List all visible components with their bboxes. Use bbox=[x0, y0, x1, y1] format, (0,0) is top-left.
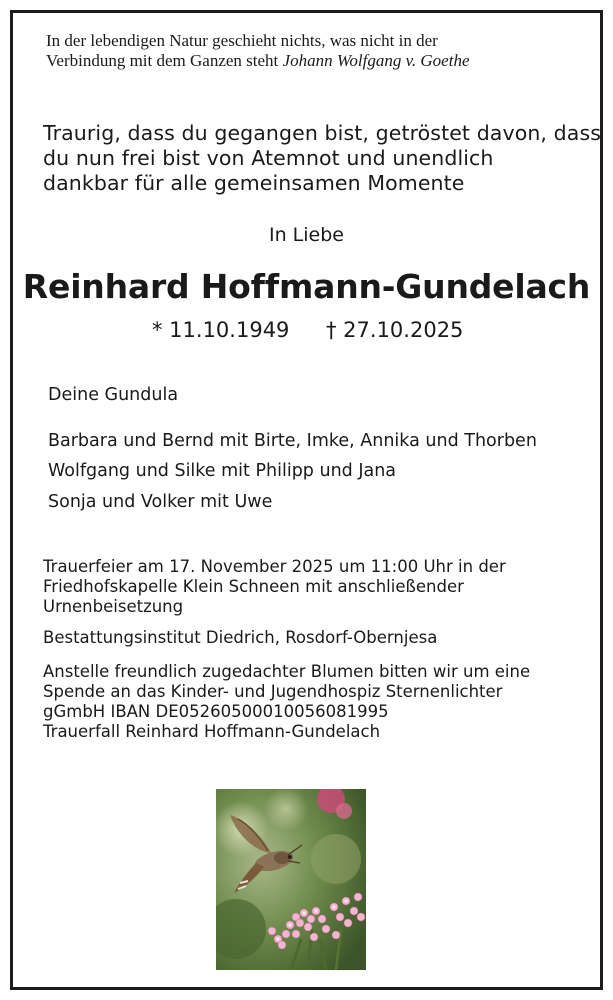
undertaker-line: Bestattungsinstitut Diedrich, Rosdorf-Obernjesa bbox=[43, 628, 438, 647]
funeral-line-1: Trauerfeier am 17. November 2025 um 11:00 Uhr in der bbox=[43, 557, 506, 576]
intro-line-2: du nun frei bist von Atemnot und unendlich bbox=[43, 146, 494, 170]
moth-flower-photo bbox=[216, 789, 366, 970]
quote-line-2 bbox=[46, 51, 470, 71]
funeral-line-3: Urnenbeisetzung bbox=[43, 597, 184, 616]
funeral-line-2: Friedhofskapelle Klein Schneen mit anschließender bbox=[43, 577, 464, 596]
mourner-family-1: Barbara und Bernd mit Birte, Imke, Annika und Thorben bbox=[48, 431, 537, 451]
quote-text: Verbindung mit dem Ganzen steht bbox=[46, 51, 279, 70]
quote-line-1: In der lebendigen Natur geschieht nichts, was nicht in der bbox=[46, 31, 438, 50]
mourner-family-3: Sonja und Volker mit Uwe bbox=[48, 492, 273, 512]
intro-line-1: Traurig, dass du gegangen bist, getröstet davon, dass bbox=[43, 121, 601, 145]
donation-line-2: Spende an das Kinder- und Jugendhospiz Sternenlichter bbox=[43, 682, 503, 701]
donation-line-1: Anstelle freundlich zugedachter Blumen bitten wir um eine bbox=[43, 662, 531, 681]
in-liebe-label: In Liebe bbox=[269, 224, 344, 246]
intro-line-3: dankbar für alle gemeinsamen Momente bbox=[43, 171, 465, 195]
donation-line-4: Trauerfall Reinhard Hoffmann-Gundelach bbox=[43, 722, 381, 741]
donation-line-3: gGmbH IBAN DE05260500010056081995 bbox=[43, 702, 389, 721]
mourner-spouse: Deine Gundula bbox=[48, 385, 179, 405]
deceased-name: Reinhard Hoffmann-Gundelach bbox=[22, 267, 591, 306]
quote-author: Johann Wolfgang v. Goethe bbox=[282, 51, 470, 70]
mourner-family-2: Wolfgang und Silke mit Philipp und Jana bbox=[48, 461, 397, 481]
death-date: † 27.10.2025 bbox=[326, 318, 464, 342]
moth-flower-illustration bbox=[216, 789, 366, 970]
birth-date: * 11.10.1949 bbox=[152, 318, 290, 342]
